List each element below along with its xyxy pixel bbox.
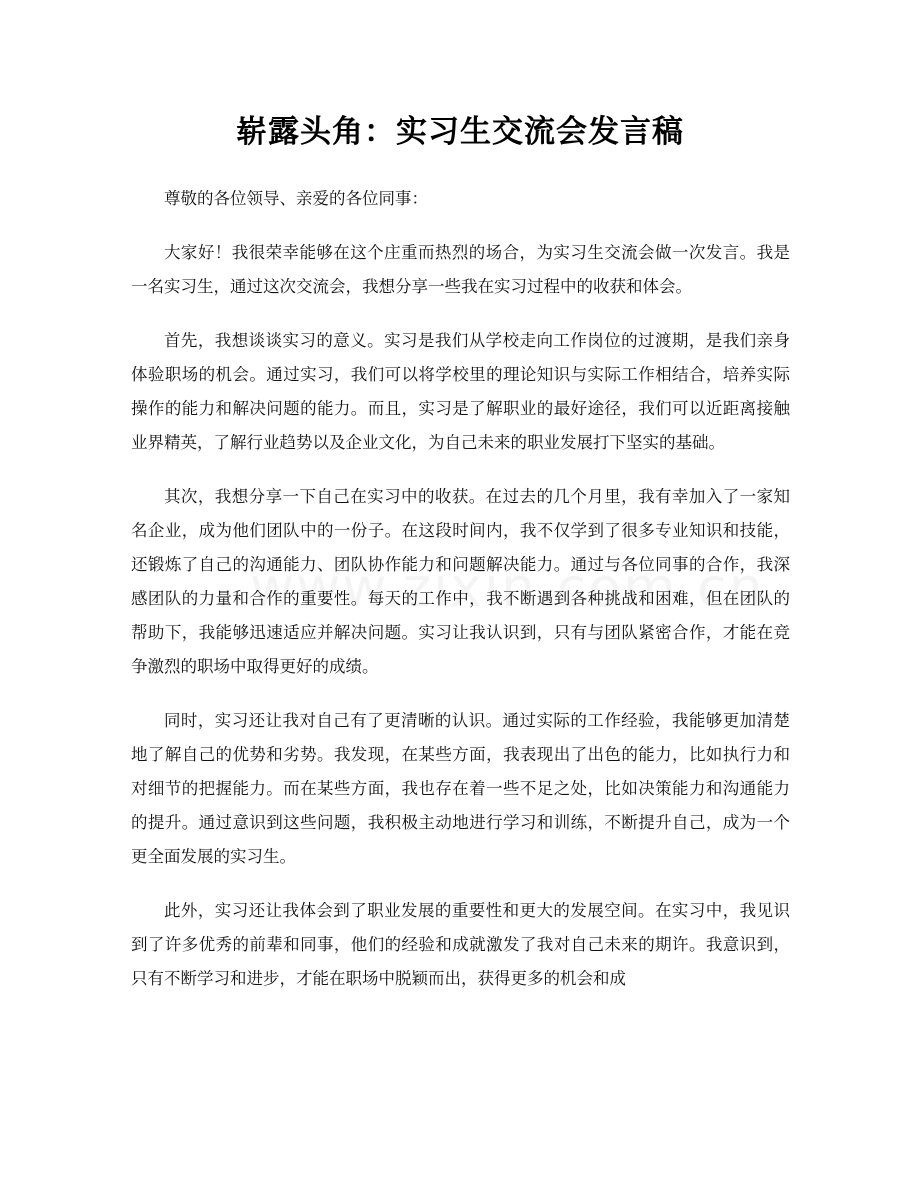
salutation-paragraph: 尊敬的各位领导、亲爱的各位同事：: [164, 189, 428, 208]
body-paragraph: 此外，实习还让我体会到了职业发展的重要性和更大的发展空间。在实习中，我见识到了许多优秀的前辈和同事，他们的经验和成就激发了我对自己未来的期许。我意识到，只有不断学习和进步，才能在职场中脱颖而出，获得更多的机会和成: [131, 901, 790, 988]
document-title: 崭露头角：实习生交流会发言稿: [236, 114, 684, 150]
document-body: [131, 182, 790, 1016]
body-paragraph: 其次，我想分享一下自己在实习中的收获。在过去的几个月里，我有幸加入了一家知名企业，成为他们团队中的一份子。在这段时间内，我不仅学到了很多专业知识和技能，还锻炼了自己的沟通能力、团队协作能力和问题解决能力。通过与各位同事的合作，我深感团队的力量和合作的重要性。每天的工作中，我不断遇到各种挑战和困难，但在团队的帮助下，我能够迅速适应并解决问题。实习让我认识到，只有与团队紧密合作，才能在竞争激烈的职场中取得更好的成绩。: [131, 487, 790, 676]
body-paragraph: 同时，实习还让我对自己有了更清晰的认识。通过实际的工作经验，我能够更加清楚地了解自己的优势和劣势。我发现，在某些方面，我表现出了出色的能力，比如执行力和对细节的把握能力。而在某些方面，我也存在着一些不足之处，比如决策能力和沟通能力的提升。通过意识到这些问题，我积极主动地进行学习和训练，不断提升自己，成为一个更全面发展的实习生。: [131, 711, 790, 866]
body-paragraph: 首先，我想谈谈实习的意义。实习是我们从学校走向工作岗位的过渡期，是我们亲身体验职场的机会。通过实习，我们可以将学校里的理论知识与实际工作相结合，培养实际操作的能力和解决问题的能力。而且，实习是了解职业的最好途径，我们可以近距离接触业界精英，了解行业趋势以及企业文化，为自己未来的职业发展打下坚实的基础。: [131, 331, 790, 452]
body-paragraph: 大家好！我很荣幸能够在这个庄重而热烈的场合，为实习生交流会做一次发言。我是一名实习生，通过这次交流会，我想分享一些我在实习过程中的收获和体会。: [131, 243, 790, 296]
